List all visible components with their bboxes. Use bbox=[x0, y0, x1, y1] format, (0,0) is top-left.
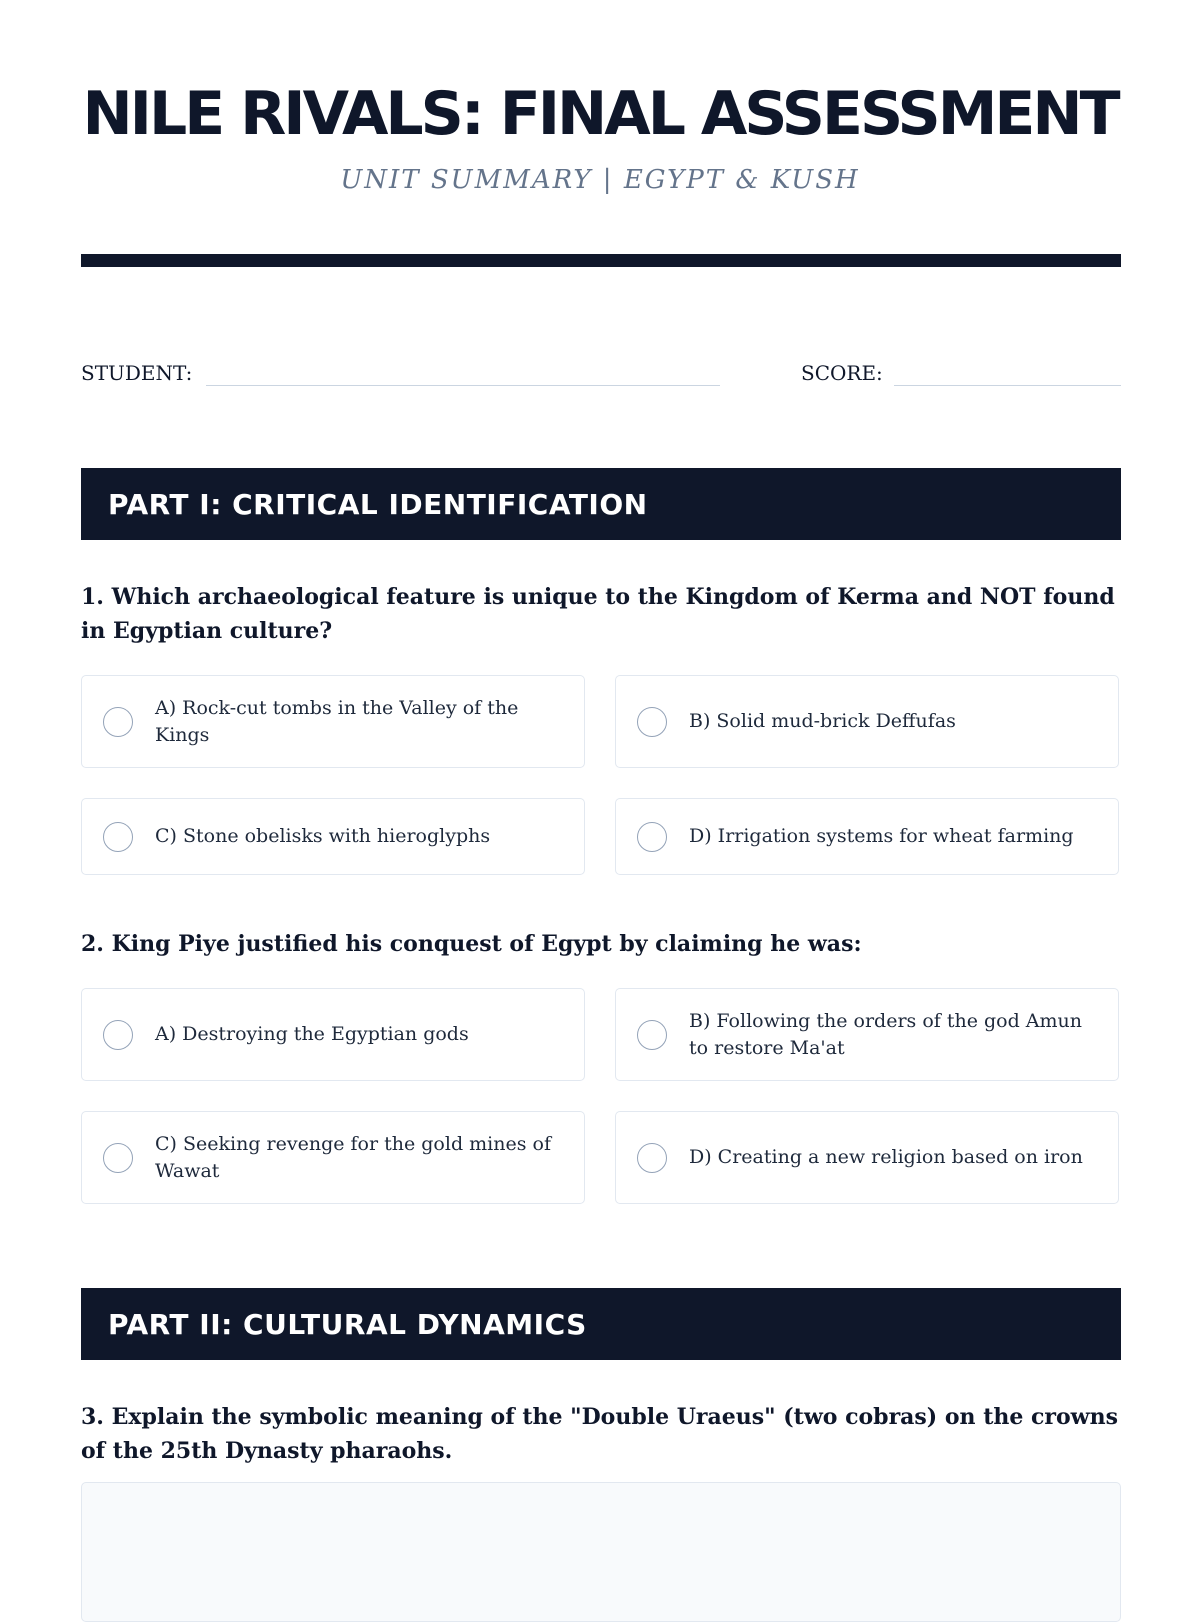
title-divider bbox=[81, 254, 1121, 267]
student-name-field[interactable] bbox=[206, 385, 720, 386]
question-3: 3. Explain the symbolic meaning of the "Double Uraeus" (two cobras) on the crowns of the 25th Dynasty pharaohs. bbox=[81, 1404, 1118, 1464]
radio-icon[interactable] bbox=[637, 1143, 667, 1173]
option-label: D) Irrigation systems for wheat farming bbox=[689, 825, 1074, 847]
part2-heading: PART II: CULTURAL DYNAMICS bbox=[108, 1307, 587, 1341]
q2-option-a[interactable] bbox=[81, 988, 585, 1081]
q1-option-b[interactable] bbox=[615, 675, 1119, 768]
radio-icon[interactable] bbox=[637, 1020, 667, 1050]
student-label: STUDENT: bbox=[81, 361, 193, 385]
question-1: 1. Which archaeological feature is unique to the Kingdom of Kerma and NOT found in Egyptian culture? bbox=[81, 584, 1115, 644]
page-title: NILE RIVALS: FINAL ASSESSMENT bbox=[82, 79, 1118, 149]
option-label: B) Solid mud-brick Deffufas bbox=[689, 710, 956, 732]
score-label: SCORE: bbox=[801, 361, 883, 385]
q1-option-a[interactable] bbox=[81, 675, 585, 768]
part2-header bbox=[81, 1288, 1121, 1360]
question-2: 2. King Piye justified his conquest of Egypt by claiming he was: bbox=[81, 931, 862, 957]
q1-option-c[interactable] bbox=[81, 798, 585, 875]
q1-option-d[interactable] bbox=[615, 798, 1119, 875]
q2-option-c[interactable] bbox=[81, 1111, 585, 1204]
option-label: A) Rock-cut tombs in the Valley of the Kings bbox=[155, 696, 519, 746]
radio-icon[interactable] bbox=[103, 1020, 133, 1050]
radio-icon[interactable] bbox=[103, 822, 133, 852]
page-subtitle: UNIT SUMMARY | EGYPT & KUSH bbox=[340, 165, 860, 195]
radio-icon[interactable] bbox=[637, 822, 667, 852]
part1-heading: PART I: CRITICAL IDENTIFICATION bbox=[108, 487, 648, 521]
q2-option-b[interactable] bbox=[615, 988, 1119, 1081]
part1-header bbox=[81, 468, 1121, 540]
option-label: D) Creating a new religion based on iron bbox=[689, 1146, 1083, 1168]
radio-icon[interactable] bbox=[103, 707, 133, 737]
option-label: C) Stone obelisks with hieroglyphs bbox=[155, 825, 491, 847]
q3-answer-field[interactable] bbox=[81, 1482, 1121, 1622]
option-label: A) Destroying the Egyptian gods bbox=[155, 1023, 469, 1045]
score-field[interactable] bbox=[894, 385, 1121, 386]
q2-option-d[interactable] bbox=[615, 1111, 1119, 1204]
radio-icon[interactable] bbox=[103, 1143, 133, 1173]
option-label: C) Seeking revenge for the gold mines of Wawat bbox=[155, 1132, 551, 1182]
radio-icon[interactable] bbox=[637, 707, 667, 737]
option-label: B) Following the orders of the god Amun to restore Ma'at bbox=[689, 1009, 1083, 1059]
